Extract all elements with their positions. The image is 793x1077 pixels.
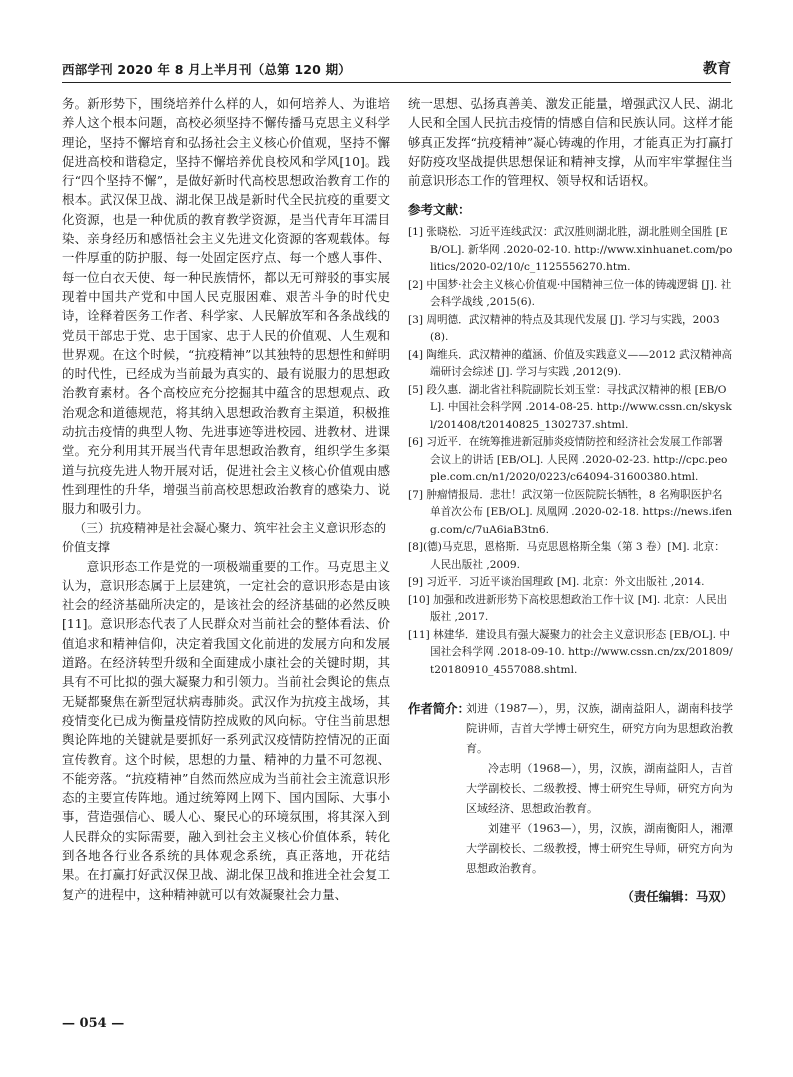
responsible-editor: （责任编辑：马双） — [621, 889, 733, 905]
references-title: 参考文献： — [408, 202, 471, 218]
journal-title: 西部学刊 2020 年 8 月上半月刊（总第 120 期） — [62, 62, 351, 77]
author-entry: 刘建平（1963—），男，汉族，湖南衡阳人，湘潭大学副校长、二级教授，博士研究生导师，研究方向为思想政治教育。 — [466, 822, 733, 876]
author-entry: 冷志明（1968—），男，汉族，湖南益阳人，吉首大学副校长、二级教授、博士研究生导师，研究方向为区域经济、思想政治教育。 — [466, 762, 733, 816]
reference-item: [4] 陶维兵．武汉精神的蕴涵、价值及实践意义——2012 武汉精神高端研讨会综述 [J]. 学习与实践 ,2012(9). — [408, 348, 733, 379]
section-label: 教育 — [703, 61, 731, 77]
reference-item: [11] 林建华．建设具有强大凝聚力的社会主义意识形态 [EB/OL]. 中国社会科学网 .2018-09-10. http://www.cssn.cn/zx/201809/t20180910_4557088.shtml. — [408, 628, 733, 676]
reference-item: [9] 习近平．习近平谈治国理政 [M]. 北京：外文出版社 ,2014. — [408, 576, 705, 589]
reference-list — [408, 224, 733, 679]
left-column — [62, 94, 390, 904]
reference-item: [7] 肿瘤情报局．悲壮！武汉第一位医院院长牺牲，8 名殉职医护名单首次公布 [EB/OL]. 凤凰网 .2020-02-18. https://news.ifeng.com/c/7uA6iaB3tn6. — [408, 488, 733, 536]
reference-item: [3] 周明德．武汉精神的特点及其现代发展 [J]. 学习与实践，2003(8). — [408, 313, 720, 344]
reference-item: [5] 段久惠．湖北省社科院副院长刘玉堂：寻找武汉精神的根 [EB/OL]. 中国社会科学网 .2014-08-25. http://www.cssn.cn/skyskl/201408/t20140825_1302737.shtml. — [408, 383, 732, 431]
body-paragraph: 统一思想、弘扬真善美、激发正能量，增强武汉人民、湖北人民和全国人民抗击疫情的情感自信和民族认同。这样才能够真正发挥“抗疫精神”凝心铸魂的作用，才能真正为打赢打好防疫攻坚战提供思想保证和精神支撑，从而牢牢掌握住当前意识形态工作的管理权、领导权和话语权。 — [408, 96, 733, 189]
reference-item: [2] 中国梦·社会主义核心价值观·中国精神三位一体的铸魂逻辑 [J]. 社会科学战线 ,2015(6). — [408, 278, 732, 309]
page-header — [62, 60, 731, 83]
body-paragraph: 意识形态工作是党的一项极端重要的工作。马克思主义认为，意识形态属于上层建筑，一定社会的意识形态是由该社会的经济基础所决定的，是该社会的经济基础的必然反映[11]。意识形态代表了人民群众对当前社会的整体看法、价值追求和精神信仰，决定着我国文化前进的发展方向和发展道路。在经济转型升级和全面建成小康社会的关键时期，其具有不可比拟的强大凝聚力和引领力。当前社会舆论的焦点无疑都聚焦在新型冠状病毒肺炎。武汉作为抗疫主战场，其疫情变化已成为衡量疫情防控成败的风向标。守住当前思想舆论阵地的关键就是要抓好一系列武汉疫情防控情况的正面宣传教育。这个时候，思想的力量、精神的力量不可忽视、不能旁落。“抗疫精神”自然而然应成为当前社会主流意识形态的主要宣传阵地。通过统筹网上网下、国内国际、大事小事，营造强信心、暖人心、聚民心的环境氛围，将其深入到人民群众的实际需要，融入到社会主义核心价值体系，转化到各地各行业各系统的具体观念系统，真正落地，开花结果。在打赢打好武汉保卫战、湖北保卫战和推进全社会复工复产的进程中，这种精神就可以有效凝聚社会力量、 — [62, 558, 390, 902]
author-entry: 刘进（1987—），男，汉族，湖南益阳人，湖南科技学院讲师，吉首大学博士研究生，研究方向为思想政治教育。 — [466, 702, 733, 756]
section-subheading: （三）抗疫精神是社会凝心聚力、筑牢社会主义意识形态的价值支撑 — [62, 520, 387, 554]
author-label: 作者简介： — [408, 701, 470, 717]
right-column — [408, 94, 733, 905]
page-number: — 054 — — [62, 1016, 125, 1031]
reference-item: [8](德)马克思，恩格斯．马克思恩格斯全集（第 3 卷）[M]. 北京：人民出版社 ,2009. — [408, 541, 725, 571]
author-bio — [408, 699, 733, 879]
reference-item: [1] 张晓松．习近平连线武汉：武汉胜则湖北胜，湖北胜则全国胜 [EB/OL]. 新华网 .2020-02-10. http://www.xinhuanet.com/politics/2020-02/10/c_1125556270.htm. — [408, 226, 733, 274]
body-paragraph: 务。新形势下，围绕培养什么样的人，如何培养人、为谁培养人这个根本问题，高校必须坚持不懈传播马克思主义科学理论，坚持不懈培育和弘扬社会主义核心价值观，坚持不懈促进高校和谐稳定，坚持不懈培养优良校风和学风[10]。践行“四个坚持不懈”，是做好新时代高校思想政治教育工作的根本。武汉保卫战、湖北保卫战是新时代全民抗疫的重要文化资源，也是一种优质的教育教学资源，是当代青年耳濡目染、亲身经历和感悟社会主义先进文化资源的客观载体。每一件厚重的防护服、每一处固定医疗点、每一个感人事件、每一位白衣天使、每一种民族情怀，都以无可辩驳的事实展现着中国共产党和中国人民克服困难、艰苦斗争的时代史诗，诠释着医务工作者、科学家、人民解放军和各条战线的党员干部忠于党、忠于国家、忠于人民的价值观、人生观和世界观。在这个时候，“抗疫精神”以其独特的思想性和鲜明的时代性，已经成为当前最为真实的、最有说服力的思想政治教育素材。各个高校应充分挖掘其中蕴含的思想观点、政治观念和道德规范，将其纳入思想政治教育主渠道，积极推动抗击疫情的典型人物、先进事迹等进校园、进教材、进课堂。充分利用其开展当代青年思想政治教育，组织学生多渠道与抗疫先进人物开展对话，促进社会主义核心价值观由感性到理性的升华，增强当前高校思想政治教育的感染力、说服力和吸引力。 — [62, 96, 390, 517]
reference-item: [10] 加强和改进新形势下高校思想政治工作十议 [M]. 北京：人民出版社 ,2017. — [408, 593, 728, 624]
reference-item: [6] 习近平．在统筹推进新冠肺炎疫情防控和经济社会发展工作部署会议上的讲话 [EB/OL]. 人民网 .2020-02-23. http://cpc.people.com.cn/n1/2020/0223/c64094-31600380.html. — [408, 436, 728, 484]
